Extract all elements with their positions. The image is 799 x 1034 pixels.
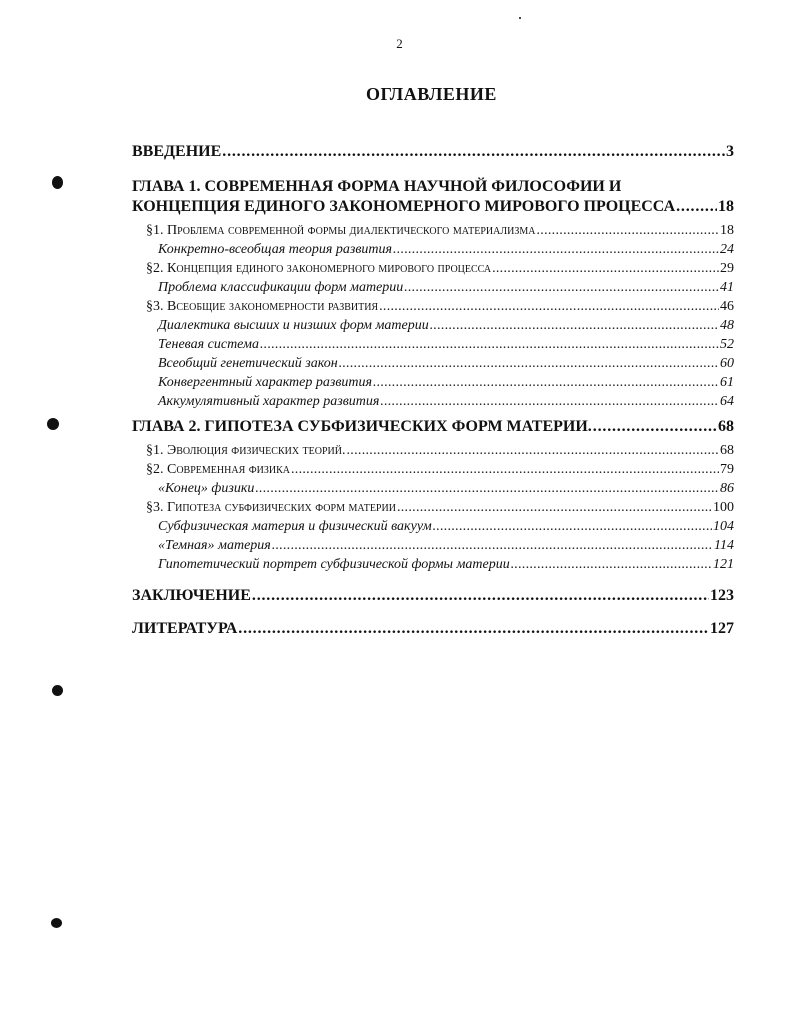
toc-label: ЗАКЛЮЧЕНИЕ — [132, 587, 251, 604]
toc-page: 100 — [713, 500, 734, 515]
toc-entry[interactable] — [132, 498, 734, 517]
toc-entry[interactable] — [132, 479, 734, 498]
toc-label: §2. Современная физика — [146, 462, 290, 477]
page-title: ОГЛАВЛЕНИЕ — [366, 84, 497, 104]
dot-leader — [272, 536, 713, 555]
toc-label: Конкретно-всеобщая теория развития — [158, 242, 393, 257]
toc-page: 41 — [720, 280, 734, 295]
toc-label: «Конец» физики — [158, 481, 255, 496]
chapter-1-title-line1[interactable]: ГЛАВА 1. СОВРЕМЕННАЯ ФОРМА НАУЧНОЙ ФИЛОСОФИИ И — [132, 178, 622, 195]
toc-entry[interactable] — [132, 373, 734, 392]
toc-label: §1. Эволюция физических теорий. — [146, 443, 346, 458]
chapter-1-entries — [132, 221, 734, 411]
toc-entry[interactable] — [132, 278, 734, 297]
toc-entry[interactable] — [132, 221, 734, 240]
toc-entry[interactable] — [132, 517, 734, 536]
dot-leader — [676, 197, 717, 217]
chapter-2 — [132, 417, 734, 574]
toc-entry-intro[interactable] — [132, 142, 734, 162]
toc-page: 18 — [720, 223, 734, 238]
dot-leader — [433, 517, 712, 536]
dot-leader — [536, 221, 719, 240]
dot-leader — [260, 335, 719, 354]
toc-label: ГЛАВА 2. ГИПОТЕЗА СУБФИЗИЧЕСКИХ ФОРМ МАТЕРИИ. — [132, 418, 592, 435]
toc-label: §2. Концепция единого закономерного мирового процесса — [146, 261, 492, 276]
page-number: 2 — [396, 36, 403, 51]
toc-label: ВВЕДЕНИЕ — [132, 143, 222, 160]
toc-entry[interactable] — [132, 460, 734, 479]
toc-entry[interactable] — [132, 392, 734, 411]
toc-page: 61 — [720, 375, 734, 390]
dot-leader — [379, 297, 719, 316]
toc-page: 123 — [710, 587, 734, 604]
toc-label: Гипотетический портрет субфизической формы материи — [158, 557, 510, 572]
toc-page: 68 — [718, 418, 734, 435]
toc-entry[interactable] — [132, 555, 734, 574]
toc-page: 29 — [720, 261, 734, 276]
dot-leader — [252, 586, 709, 606]
scan-speck — [47, 418, 59, 430]
toc-entry[interactable] — [132, 297, 734, 316]
toc-label: §1. Проблема современной формы диалектического материализма — [146, 223, 536, 238]
toc-page: 46 — [720, 299, 734, 314]
toc-entry[interactable] — [132, 335, 734, 354]
dot-leader — [291, 460, 719, 479]
toc-label: «Темная» материя — [158, 538, 271, 553]
toc-page: 114 — [714, 538, 734, 553]
toc-label: §3. Гипотеза субфизических форм материи — [146, 500, 396, 515]
toc-entry[interactable] — [132, 536, 734, 555]
toc-entry[interactable] — [132, 316, 734, 335]
scan-speck — [519, 17, 521, 19]
toc-entry-literature[interactable] — [132, 619, 734, 639]
scan-speck — [52, 176, 63, 189]
toc-page: 127 — [710, 620, 734, 637]
toc-page: 48 — [720, 318, 734, 333]
toc-page: 79 — [720, 462, 734, 477]
toc-page: 24 — [720, 242, 734, 257]
chapter-2-entries — [132, 441, 734, 574]
toc-label: Аккумулятивный характер развития — [158, 394, 380, 409]
dot-leader — [238, 619, 709, 639]
toc-entry[interactable] — [132, 259, 734, 278]
dot-leader — [397, 498, 712, 517]
toc-page: 121 — [713, 557, 734, 572]
scan-speck — [52, 685, 63, 696]
table-of-contents — [132, 140, 734, 639]
dot-leader — [339, 354, 719, 373]
dot-leader — [492, 259, 719, 278]
dot-leader — [430, 316, 719, 335]
toc-label: КОНЦЕПЦИЯ ЕДИНОГО ЗАКОНОМЕРНОГО МИРОВОГО ПРОЦЕССА — [132, 198, 676, 215]
dot-leader — [380, 392, 719, 411]
dot-leader — [255, 479, 719, 498]
toc-label: ЛИТЕРАТУРА — [132, 620, 238, 637]
dot-leader — [404, 278, 719, 297]
dot-leader — [511, 555, 712, 574]
toc-page: 52 — [720, 337, 734, 352]
dot-leader — [222, 142, 725, 162]
toc-label: §3. Всеобщие закономерности развития — [146, 299, 379, 314]
toc-entry-chapter-1[interactable] — [132, 197, 734, 217]
toc-label: Теневая система — [158, 337, 259, 352]
toc-entry-chapter-2[interactable] — [132, 417, 734, 437]
toc-label: Диалектика высших и низших форм материи — [158, 318, 429, 333]
dot-leader — [347, 441, 720, 460]
toc-page: 64 — [720, 394, 734, 409]
toc-page: 104 — [713, 519, 734, 534]
toc-page: 60 — [720, 356, 734, 371]
dot-leader — [373, 373, 719, 392]
toc-entry[interactable] — [132, 354, 734, 373]
toc-page: 68 — [720, 443, 734, 458]
toc-label: Всеобщий генетический закон — [158, 356, 338, 371]
chapter-1 — [132, 177, 734, 411]
toc-entry[interactable] — [132, 441, 734, 460]
dot-leader — [593, 417, 717, 437]
dot-leader — [393, 240, 719, 259]
toc-page: 3 — [726, 143, 734, 160]
toc-label: Субфизическая материя и физический вакуум — [158, 519, 432, 534]
toc-entry-conclusion[interactable] — [132, 586, 734, 606]
toc-label: Проблема классификации форм материи — [158, 280, 404, 295]
scan-speck — [51, 918, 62, 928]
toc-page: 86 — [720, 481, 734, 496]
toc-page: 18 — [718, 198, 734, 215]
toc-label: Конвергентный характер развития — [158, 375, 373, 390]
toc-entry[interactable] — [132, 240, 734, 259]
